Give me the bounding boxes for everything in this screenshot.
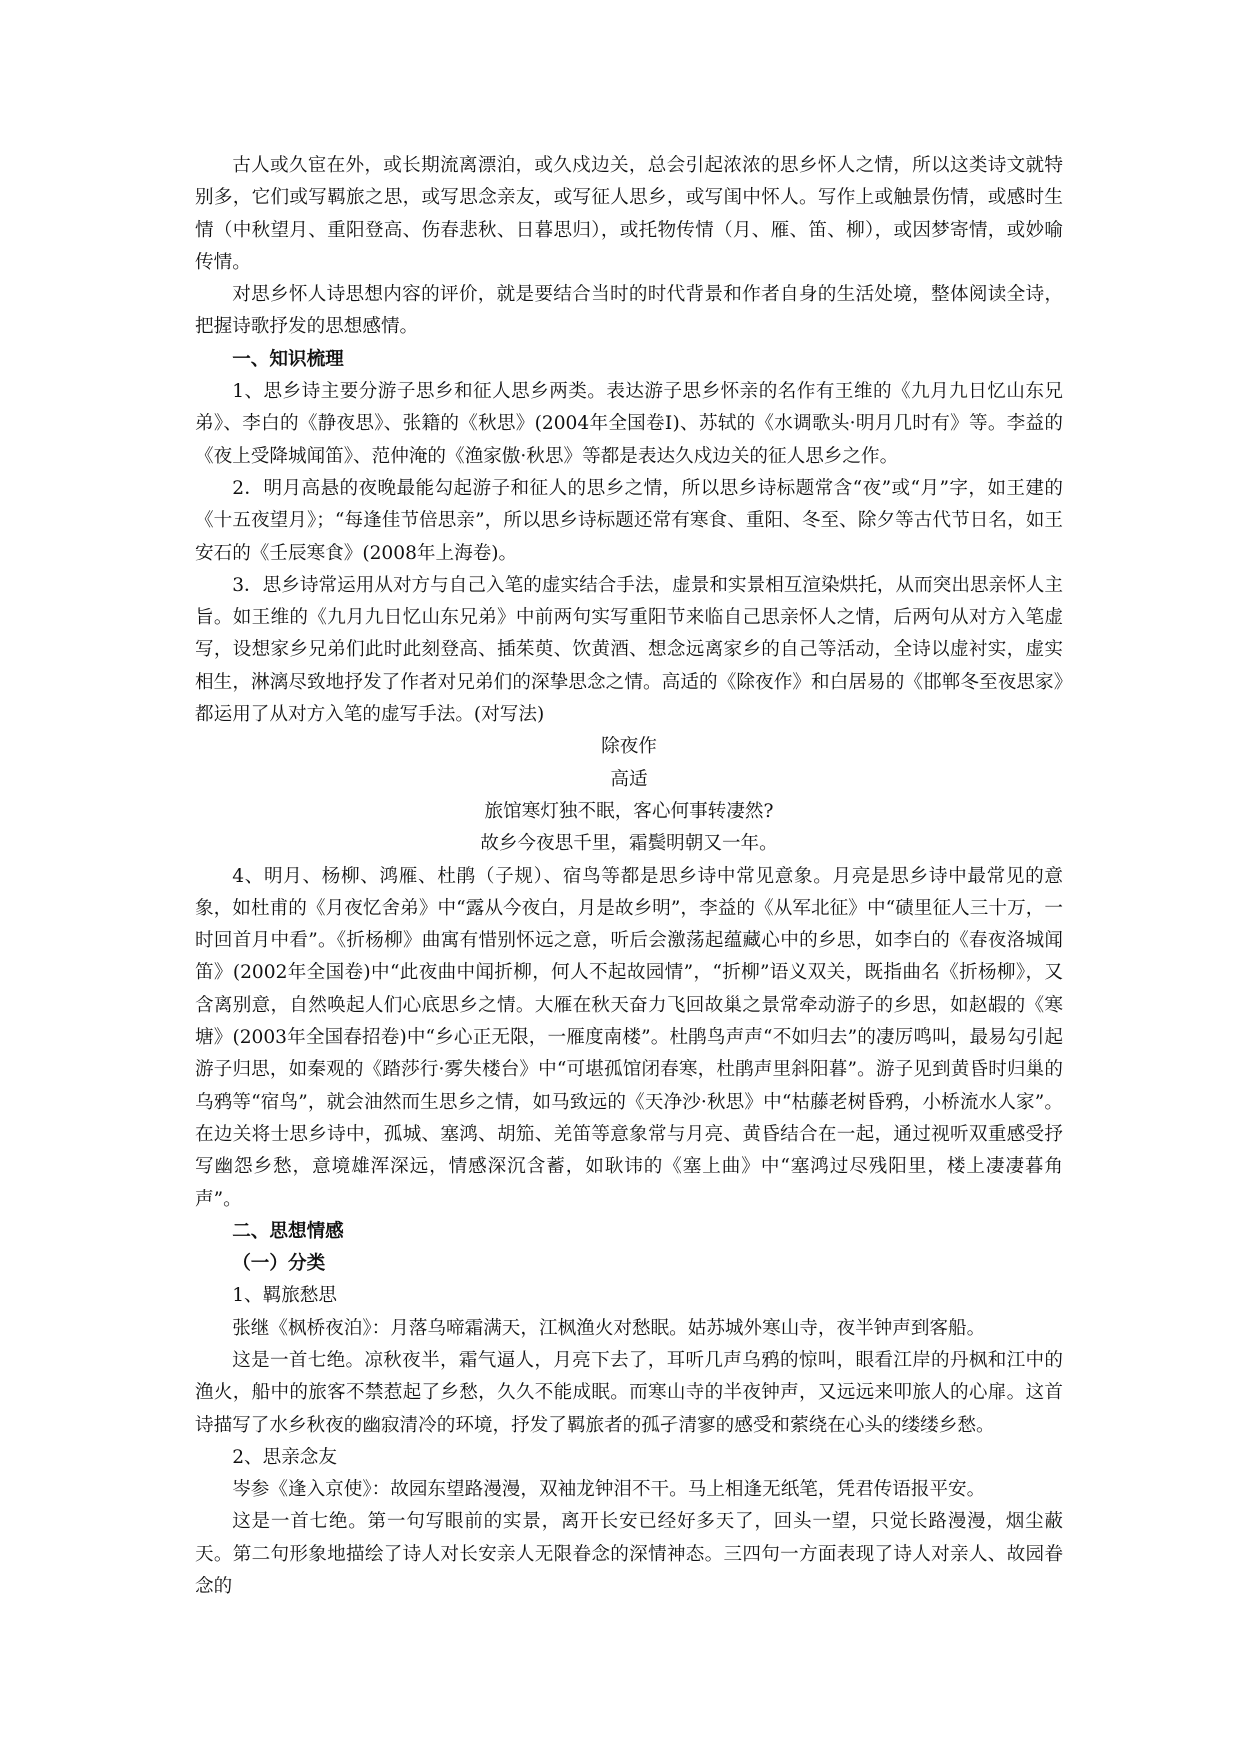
- subsection-heading-category: （一）分类: [232, 1253, 326, 1275]
- poem-title: 除夜作: [601, 736, 657, 758]
- category-title-1: 1、羁旅愁思: [232, 1285, 337, 1307]
- poem-example-2: 岑参《逢入京使》：故园东望路漫漫，双袖龙钟泪不干。马上相逢无纸笔，凭君传语报平安。: [232, 1479, 986, 1501]
- poem-author: 高适: [610, 768, 648, 790]
- poem-line-2: 故乡今夜思千里，霜鬓明朝又一年。: [480, 833, 778, 855]
- intro-paragraph-1: 古人或久宦在外，或长期流离漂泊，或久戍边关，总会引起浓浓的思乡怀人之情，所以这类诗文就特别多，它们或写羁旅之思，或写思念亲友，或写征人思乡，或写闺中怀人。写作上或触景伤情，或感时生情（中秋望月、重阳登高、伤春悲秋、日暮思归），或托物传情（月、雁、笛、柳），或因梦寄情，或妙喻传情。: [195, 155, 1063, 273]
- knowledge-point-2: 2．明月高悬的夜晚最能勾起游子和征人的思乡之情，所以思乡诗标题常含“夜”或“月”字，如王建的《十五夜望月》；“每逢佳节倍思亲”，所以思乡诗标题还常有寒食、重阳、冬至、除夕等古代节日名，如王安石的《壬辰寒食》(2008年上海卷)。: [195, 477, 1063, 564]
- poem-analysis-1: 这是一首七绝。凉秋夜半，霜气逼人，月亮下去了，耳听几声乌鸦的惊叫，眼看江岸的丹枫和江中的渔火，船中的旅客不禁惹起了乡愁，久久不能成眠。而寒山寺的半夜钟声，又远远来叩旅人的心扉。这首诗描写了水乡秋夜的幽寂清冷的环境，抒发了羁旅者的孤孑清寥的感受和萦绕在心头的缕缕乡愁。: [195, 1349, 1063, 1436]
- poem-analysis-2: 这是一首七绝。第一句写眼前的实景，离开长安已经好多天了，回头一望，只觉长路漫漫，烟尘蔽天。第二句形象地描绘了诗人对长安亲人无限眷念的深情神态。三四句一方面表现了诗人对亲人、故园眷念的: [195, 1511, 1063, 1598]
- knowledge-point-3: 3．思乡诗常运用从对方与自己入笔的虚实结合手法，虚景和实景相互渲染烘托，从而突出思亲怀人主旨。如王维的《九月九日忆山东兄弟》中前两句实写重阳节来临自己思亲怀人之情，后两句从对方入笔虚写，设想家乡兄弟们此时此刻登高、插茱萸、饮黄酒、想念远离家乡的自己等活动，全诗以虚衬实，虚实相生，淋漓尽致地抒发了作者对兄弟们的深挚思念之情。高适的《除夜作》和白居易的《邯郸冬至夜思家》都运用了从对方入笔的虚写手法。(对写法): [195, 574, 1063, 726]
- intro-paragraph-2: 对思乡怀人诗思想内容的评价，就是要结合当时的时代背景和作者自身的生活处境，整体阅读全诗，把握诗歌抒发的思想感情。: [195, 284, 1063, 338]
- section-heading-knowledge: 一、知识梳理: [232, 348, 344, 370]
- category-title-2: 2、思亲念友: [232, 1446, 337, 1468]
- poem-example-1: 张继《枫桥夜泊》：月落乌啼霜满天，江枫渔火对愁眠。姑苏城外寒山寺，夜半钟声到客船。: [232, 1317, 986, 1339]
- section-heading-emotion: 二、思想情感: [232, 1220, 344, 1242]
- knowledge-point-1: 1、思乡诗主要分游子思乡和征人思乡两类。表达游子思乡怀亲的名作有王维的《九月九日忆山东兄弟》、李白的《静夜思》、张籍的《秋思》(2004年全国卷Ⅰ)、苏轼的《水调歌头·明月几时有》等。李益的《夜上受降城闻笛》、范仲淹的《渔家傲·秋思》等都是表达久戍边关的征人思乡之作。: [195, 381, 1063, 467]
- document-body: [195, 150, 1063, 1603]
- poem-line-1: 旅馆寒灯独不眠，客心何事转凄然?: [484, 800, 774, 822]
- knowledge-point-4: 4、明月、杨柳、鸿雁、杜鹃（子规）、宿鸟等都是思乡诗中常见意象。月亮是思乡诗中最常见的意象，如杜甫的《月夜忆舍弟》中“露从今夜白，月是故乡明”，李益的《从军北征》中“碛里征人三十万，一时回首月中看”。《折杨柳》曲寓有惜别怀远之意，听后会激荡起蕴藏心中的乡思，如李白的《春夜洛城闻笛》(2002年全国卷)中“此夜曲中闻折柳，何人不起故园情”，“折柳”语义双关，既指曲名《折杨柳》，又含离别意，自然唤起人们心底思乡之情。大雁在秋天奋力飞回故巢之景常牵动游子的乡思，如赵嘏的《寒塘》(2003年全国春招卷)中“乡心正无限，一雁度南楼”。杜鹃鸟声声“不如归去”的凄厉鸣叫，最易勾引起游子归思，如秦观的《踏莎行·雾失楼台》中“可堪孤馆闭春寒，杜鹃声里斜阳暮”。游子见到黄昏时归巢的乌鸦等“宿鸟”，就会油然而生思乡之情，如马致远的《天净沙·秋思》中“枯藤老树昏鸦，小桥流水人家”。在边关将士思乡诗中，孤城、塞鸿、胡笳、羌笛等意象常与月亮、黄昏结合在一起，通过视听双重感受抒写幽怨乡愁，意境雄浑深远，情感深沉含蓄，如耿讳的《塞上曲》中“塞鸿过尽残阳里，楼上凄凄暮角声”。: [195, 865, 1063, 1210]
